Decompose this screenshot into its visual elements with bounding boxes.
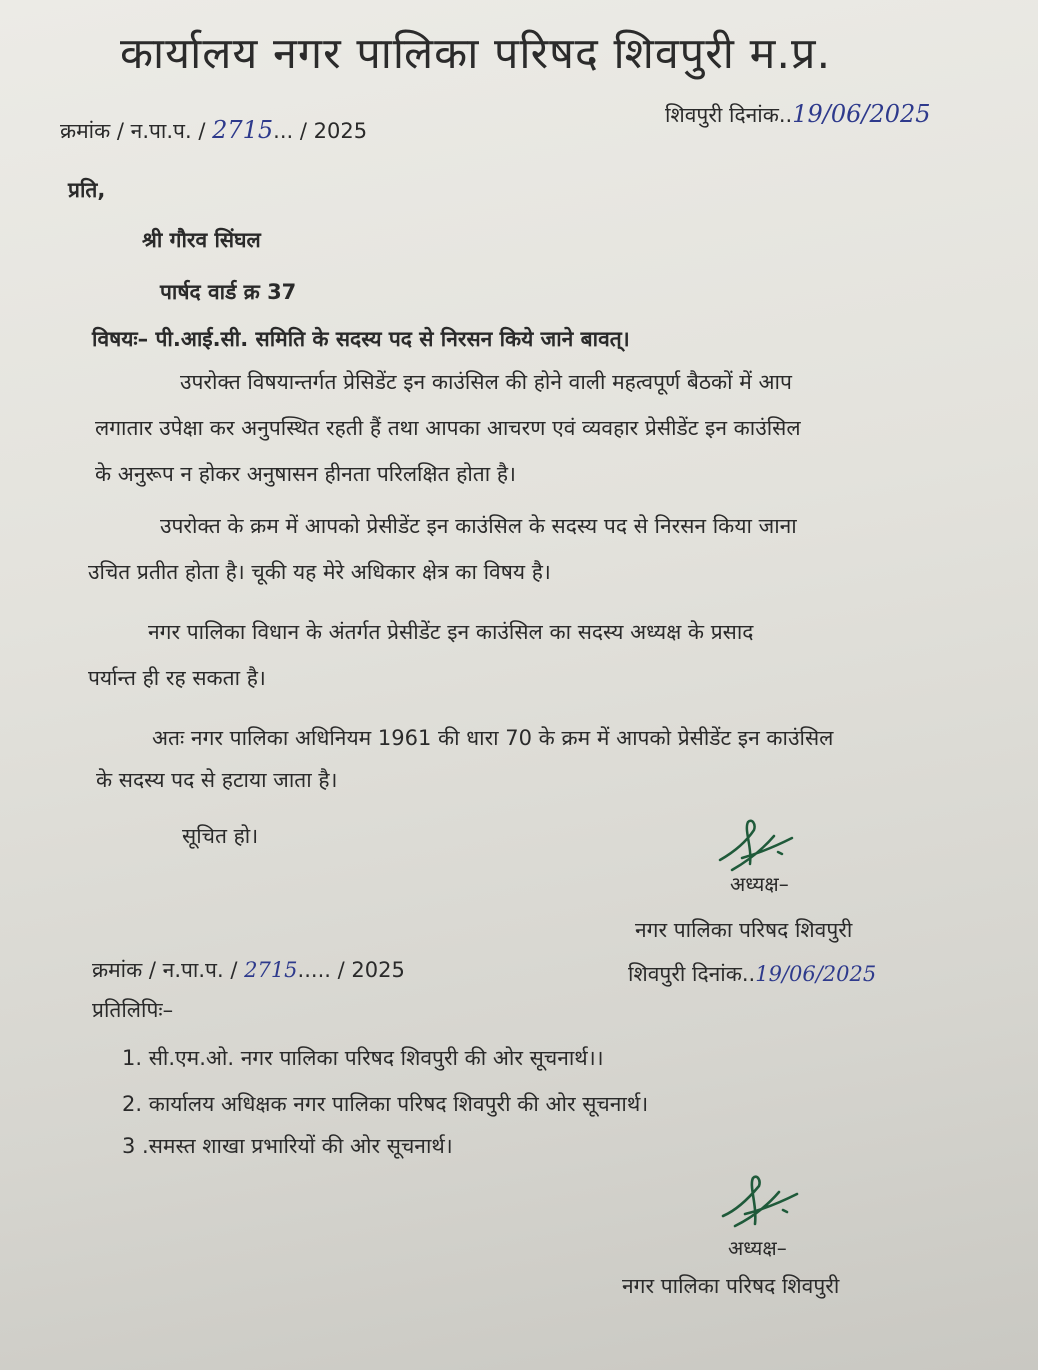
copy-item-1: 1. सी.एम.ओ. नगर पालिका परिषद शिवपुरी की ओर सूचनार्थ।। — [122, 1046, 604, 1070]
footer-ref-line — [92, 956, 405, 984]
ref-year: / 2025 — [299, 119, 368, 143]
footer-date-label: शिवपुरी दिनांक — [628, 962, 742, 986]
subject-line: विषयः– पी.आई.सी. समिति के सदस्य पद से निरसन किये जाने बावत्। — [92, 327, 630, 351]
para4-line1: अतः नगर पालिका अधिनियम 1961 की धारा 70 के क्रम में आपको प्रेसीडेंट इन काउंसिल — [152, 726, 834, 750]
signature-2-title: अध्यक्ष– — [728, 1236, 787, 1260]
footer-ref-prefix: क्रमांक / न.पा.प. / — [92, 958, 238, 982]
signature-2-office: नगर पालिका परिषद शिवपुरी — [622, 1274, 840, 1298]
copy-item-3: 3 .समस्त शाखा प्रभारियों की ओर सूचनार्थ। — [122, 1134, 453, 1158]
footer-date-line — [628, 960, 876, 988]
footer-date-dots: .. — [741, 962, 756, 986]
copy-label: प्रतिलिपिः– — [92, 998, 174, 1022]
para2-line1: उपरोक्त के क्रम में आपको प्रेसीडेंट इन काउंसिल के सदस्य पद से निरसन किया जाना — [160, 514, 797, 538]
recipient-name: श्री गौरव सिंघल — [142, 228, 261, 252]
date-line — [665, 100, 931, 129]
recipient-designation: पार्षद वार्ड क्र 37 — [160, 280, 297, 304]
signature-2 — [715, 1170, 807, 1240]
date-dots: .. — [778, 103, 793, 127]
office-title: कार्यालय नगर पालिका परिषद शिवपुरी म.प्र. — [120, 29, 832, 79]
date-value: 19/06/2025 — [792, 100, 931, 128]
para4-line2: के सदस्य पद से हटाया जाता है। — [96, 768, 338, 792]
para1-line1: उपरोक्त विषयान्तर्गत प्रेसिडेंट इन काउंसिल की होने वाली महत्वपूर्ण बैठकों में आप — [180, 370, 792, 394]
closing-text: सूचित हो। — [182, 824, 259, 848]
para1-line3: के अनुरूप न होकर अनुषासन हीनता परिलक्षित होता है। — [95, 462, 516, 486]
footer-ref-dots: ..... — [297, 958, 331, 982]
para2-line2: उचित प्रतीत होता है। चूकी यह मेरे अधिकार क्षेत्र का विषय है। — [88, 560, 551, 584]
para3-line1: नगर पालिका विधान के अंतर्गत प्रेसीडेंट इन काउंसिल का सदस्य अध्यक्ष के प्रसाद — [148, 620, 754, 644]
footer-date-value: 19/06/2025 — [755, 962, 877, 986]
recipient-to: प्रति, — [68, 178, 106, 202]
ref-prefix: क्रमांक / न.पा.प. / — [60, 119, 206, 143]
ref-dots: ... — [273, 119, 294, 143]
footer-ref-number: 2715 — [244, 958, 298, 982]
para3-line2: पर्यान्त ही रह सकता है। — [88, 666, 266, 690]
footer-ref-year: / 2025 — [337, 958, 405, 982]
date-label: शिवपुरी दिनांक — [665, 103, 779, 127]
para1-line2: लगातार उपेक्षा कर अनुपस्थित रहती हैं तथा आपका आचरण एवं व्यवहार प्रेसीडेंट इन काउंसिल — [95, 416, 801, 440]
signature-1-title: अध्यक्ष– — [730, 872, 789, 896]
copy-item-2: 2. कार्यालय अधिक्षक नगर पालिका परिषद शिवपुरी की ओर सूचनार्थ। — [122, 1092, 649, 1116]
ref-number: 2715 — [212, 116, 274, 144]
ref-line — [60, 116, 367, 145]
signature-1-office: नगर पालिका परिषद शिवपुरी — [635, 918, 853, 942]
